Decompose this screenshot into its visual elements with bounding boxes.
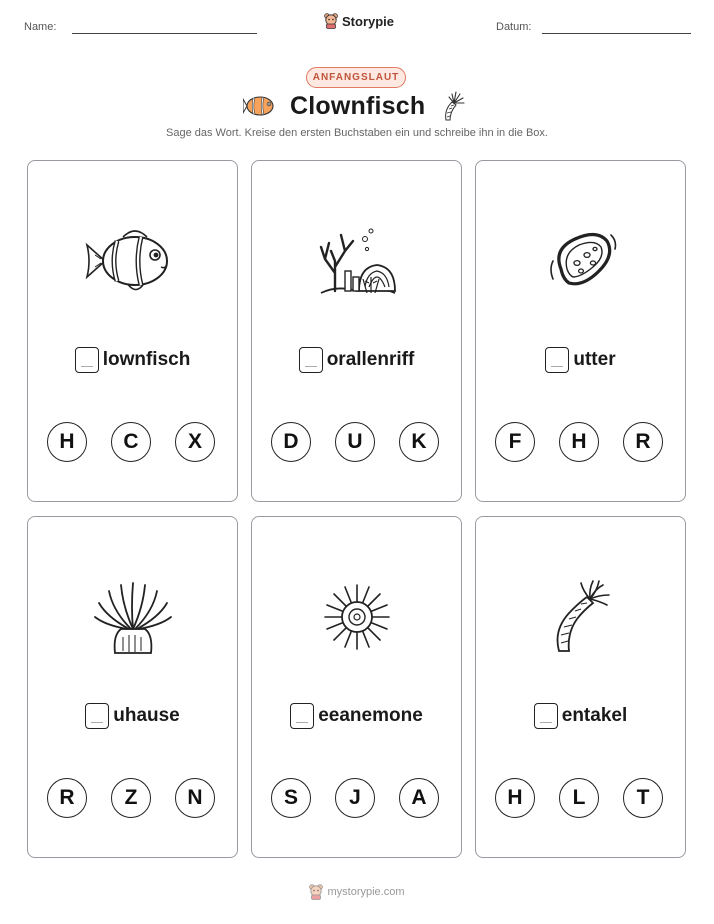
card-picture — [83, 221, 183, 301]
word-ending: entakel — [561, 705, 628, 726]
letter-choices — [495, 778, 667, 822]
date-label: Datum: — [496, 21, 532, 33]
brand-logo — [324, 13, 394, 29]
clownfish-icon — [83, 221, 183, 301]
fish-food-icon — [531, 221, 631, 301]
brand-name: Storypie — [342, 13, 395, 29]
worksheet-header — [0, 0, 714, 50]
page-footer — [0, 884, 714, 900]
letter-choice[interactable]: X — [175, 422, 215, 462]
letter-choices — [495, 422, 667, 466]
letter-choice[interactable]: H — [495, 778, 535, 818]
card-picture — [307, 221, 407, 301]
bear-mascot-icon — [324, 13, 338, 29]
answer-box[interactable] — [85, 703, 109, 729]
word-row — [476, 347, 685, 373]
letter-choices — [47, 778, 219, 822]
answer-box[interactable] — [534, 703, 558, 729]
page-title: Clownfisch — [290, 92, 426, 120]
word-ending: eeanemone — [318, 705, 423, 726]
sea-anemone-icon — [440, 90, 468, 122]
word-row — [28, 347, 237, 373]
answer-box[interactable] — [299, 347, 323, 373]
letter-choice[interactable]: N — [175, 778, 215, 818]
name-label: Name: — [24, 21, 57, 33]
word-ending: utter — [573, 349, 616, 370]
card-picture — [83, 577, 183, 657]
word-ending: uhause — [113, 705, 180, 726]
letter-choice[interactable]: U — [335, 422, 375, 462]
anemone-home-icon — [83, 577, 183, 657]
letter-choice[interactable]: L — [559, 778, 599, 818]
title-row — [0, 90, 714, 126]
letter-choice[interactable]: S — [271, 778, 311, 818]
letter-choice[interactable]: H — [47, 422, 87, 462]
letter-choices — [47, 422, 219, 466]
letter-choice[interactable]: H — [559, 422, 599, 462]
letter-choice[interactable]: K — [399, 422, 439, 462]
letter-choice[interactable]: J — [335, 778, 375, 818]
date-field[interactable] — [542, 33, 691, 34]
card-picture — [531, 221, 631, 301]
bear-mascot-icon — [309, 884, 323, 900]
name-field[interactable] — [72, 33, 257, 34]
letter-choice[interactable]: Z — [111, 778, 151, 818]
clownfish-icon — [243, 94, 277, 118]
letter-choice[interactable]: F — [495, 422, 535, 462]
letter-choices — [271, 422, 443, 466]
footer-url[interactable]: mystorypie.com — [327, 886, 405, 898]
letter-choice[interactable]: R — [47, 778, 87, 818]
card-picture — [307, 577, 407, 657]
word-card — [27, 160, 238, 502]
letter-choice[interactable]: T — [623, 778, 663, 818]
answer-box[interactable] — [545, 347, 569, 373]
word-card — [251, 516, 462, 858]
tentacle-icon — [531, 577, 631, 657]
letter-choice[interactable]: A — [399, 778, 439, 818]
instruction-text: Sage das Wort. Kreise den ersten Buchstaben ein und schreibe ihn in die Box. — [166, 127, 548, 139]
word-card — [475, 516, 686, 858]
word-row — [252, 347, 461, 373]
coral-reef-icon — [307, 221, 407, 301]
card-picture — [531, 577, 631, 657]
category-badge: ANFANGSLAUT — [306, 67, 406, 88]
word-card — [27, 516, 238, 858]
word-row — [28, 703, 237, 729]
word-ending: lownfisch — [102, 349, 191, 370]
word-card — [251, 160, 462, 502]
word-card — [475, 160, 686, 502]
letter-choice[interactable]: R — [623, 422, 663, 462]
sea-anemone-icon — [307, 577, 407, 657]
letter-choice[interactable]: C — [111, 422, 151, 462]
word-ending: orallenriff — [326, 349, 415, 370]
letter-choice[interactable]: D — [271, 422, 311, 462]
answer-box[interactable] — [75, 347, 99, 373]
word-row — [476, 703, 685, 729]
answer-box[interactable] — [290, 703, 314, 729]
word-row — [252, 703, 461, 729]
letter-choices — [271, 778, 443, 822]
